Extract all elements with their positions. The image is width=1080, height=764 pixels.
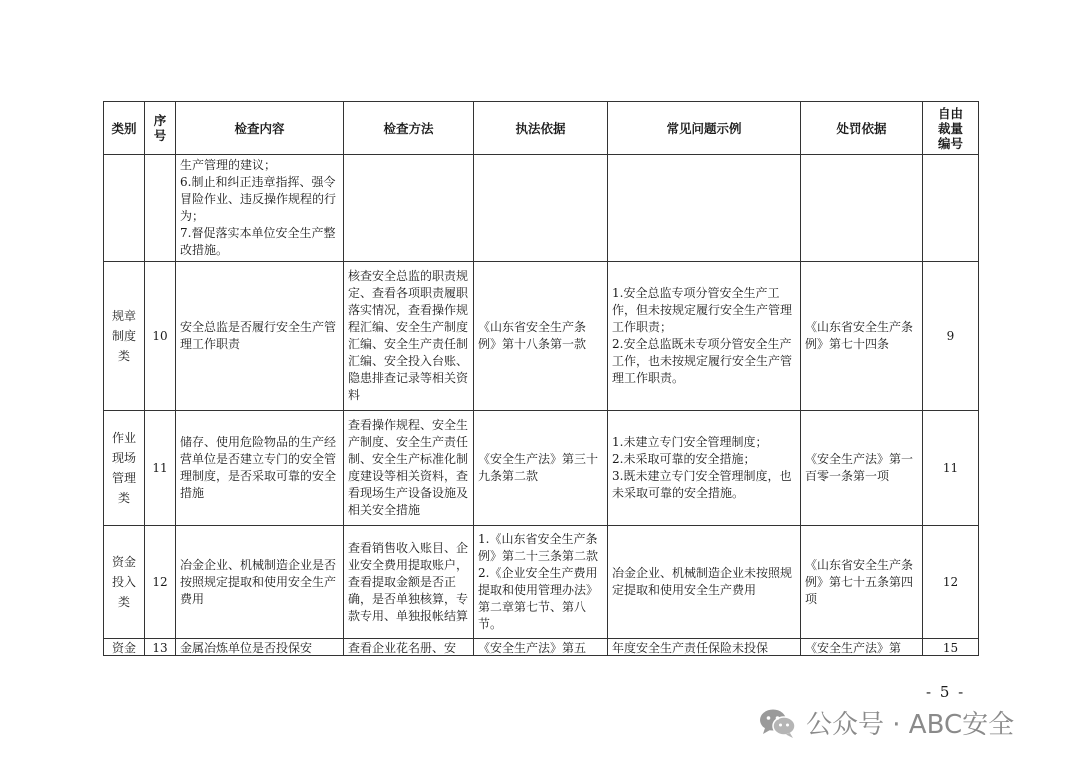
header-category: 类别 [104,102,145,155]
cell-code: 9 [923,262,979,411]
header-code: 自由 裁量 编号 [923,102,979,155]
cell-issues: 1.安全总监专项分管安全生产工作，但未按规定履行安全生产管理工作职责； 2.安全总监既未专项分管安全生产工作，也未按规定履行安全生产管理工作职责。 [608,262,801,411]
cell-code: 15 [923,639,979,656]
wechat-icon [758,707,798,739]
cell-method: 查看企业花名册、安 [344,639,474,656]
cell-content: 冶金企业、机械制造企业是否按照规定提取和使用安全生产费用 [176,526,344,639]
cell-penalty: 《山东省安全生产条例》第七十五条第四项 [801,526,923,639]
header-basis: 执法依据 [474,102,608,155]
cell-issues: 年度安全生产责任保险未投保 [608,639,801,656]
header-content: 检查内容 [176,102,344,155]
header-issues: 常见问题示例 [608,102,801,155]
cell-penalty: 《安全生产法》第一百零一条第一项 [801,411,923,526]
cell-seq: 12 [145,526,176,639]
header-method: 检查方法 [344,102,474,155]
cell-seq: 10 [145,262,176,411]
cell-penalty: 《山东省安全生产条例》第七十四条 [801,262,923,411]
cell-category [104,155,145,262]
cell-basis: 1.《山东省安全生产条例》第二十三条第二款 2.《企业安全生产费用提取和使用管理办法》第二章第七节、第八节。 [474,526,608,639]
cell-code: 11 [923,411,979,526]
cell-penalty [801,155,923,262]
cell-category: 规章 制度 类 [104,262,145,411]
inspection-table [103,101,979,656]
cell-content: 储存、使用危险物品的生产经营单位是否建立专门的安全管理制度，是否采取可靠的安全措施 [176,411,344,526]
header-seq: 序 号 [145,102,176,155]
table-row [104,262,979,411]
cell-basis: 《安全生产法》第五 [474,639,608,656]
cell-penalty: 《安全生产法》第 [801,639,923,656]
cell-method [344,155,474,262]
cell-basis: 《安全生产法》第三十九条第二款 [474,411,608,526]
cell-method: 查看销售收入账目、企业安全费用提取账户，查看提取金额是否正确，是否单独核算，专款专用、单独报帐结算 [344,526,474,639]
cell-code: 12 [923,526,979,639]
watermark [758,704,1014,741]
watermark-text: 公众号 · ABC安全 [806,710,1015,740]
cell-content: 金属冶炼单位是否投保安 [176,639,344,656]
cell-seq: 11 [145,411,176,526]
cell-category: 资金 投入 类 [104,526,145,639]
cell-seq [145,155,176,262]
page-number: - 5 - [926,683,966,701]
cell-basis [474,155,608,262]
cell-issues: 1.未建立专门安全管理制度； 2.未采取可靠的安全措施； 3.既未建立专门安全管理制度，也未采取可靠的安全措施。 [608,411,801,526]
cell-issues [608,155,801,262]
cell-method: 查看操作规程、安全生产制度、安全生产责任制、安全生产标准化制度建设等相关资料，查看现场生产设备设施及相关安全措施 [344,411,474,526]
cell-category: 作业 现场 管理 类 [104,411,145,526]
cell-issues: 冶金企业、机械制造企业未按照规定提取和使用安全生产费用 [608,526,801,639]
cell-method: 核查安全总监的职责规定、查看各项职责履职落实情况，查看操作规程汇编、安全生产制度汇编、安全生产责任制汇编、安全投入台账、隐患排查记录等相关资料 [344,262,474,411]
cell-code [923,155,979,262]
cell-basis: 《山东省安全生产条例》第十八条第一款 [474,262,608,411]
table-row [104,155,979,262]
table-row [104,639,979,656]
table-row [104,411,979,526]
cell-content: 生产管理的建议； 6.制止和纠正违章指挥、强令冒险作业、违反操作规程的行为； 7.督促落实本单位安全生产整改措施。 [176,155,344,262]
cell-seq: 13 [145,639,176,656]
table-header-row [104,102,979,155]
header-penalty: 处罚依据 [801,102,923,155]
cell-category: 资金 [104,639,145,656]
cell-content: 安全总监是否履行安全生产管理工作职责 [176,262,344,411]
table-row [104,526,979,639]
